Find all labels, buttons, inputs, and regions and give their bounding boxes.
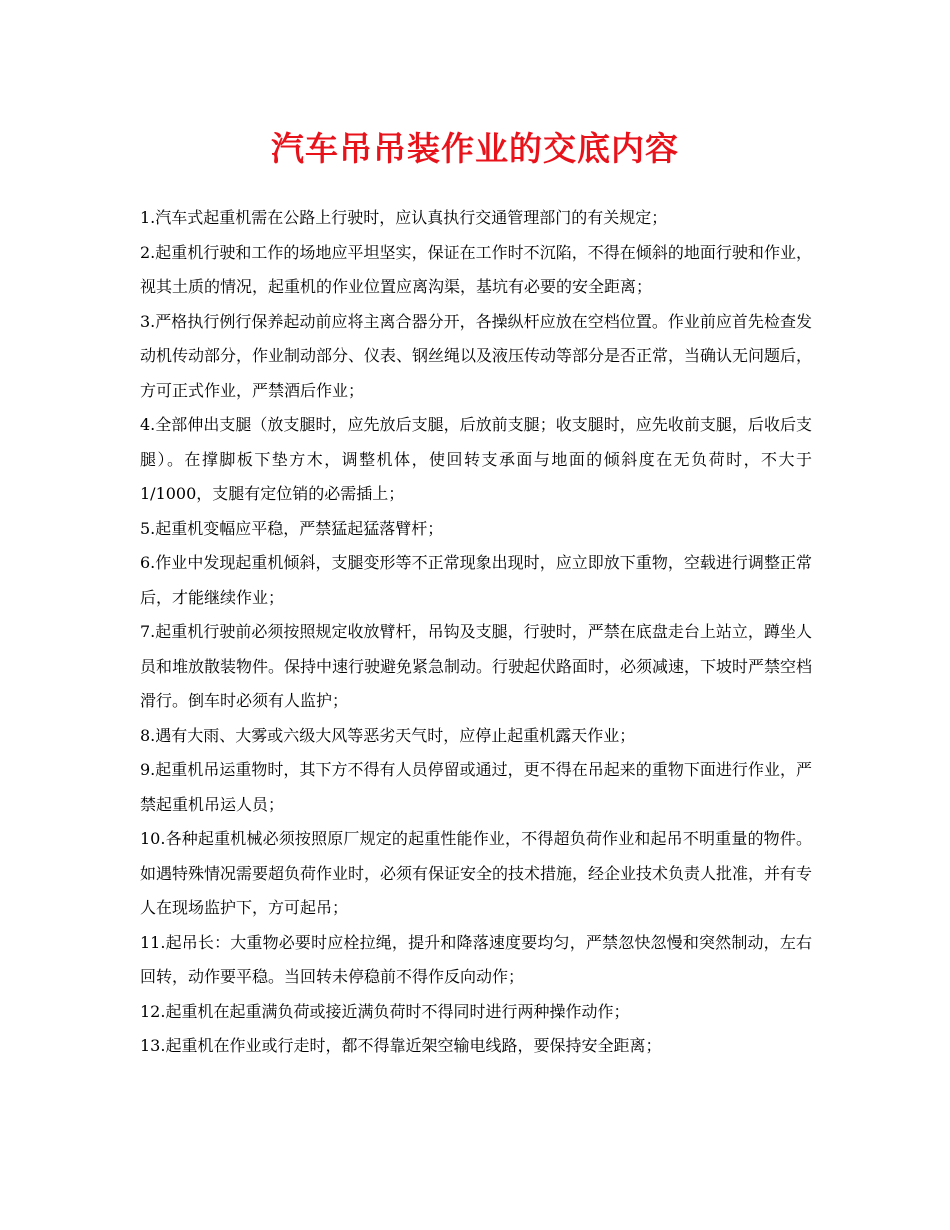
- list-item: 8.遇有大雨、大雾或六级大风等恶劣天气时，应停止起重机露天作业；: [140, 725, 636, 745]
- document-title: 汽车吊吊装作业的交底内容: [271, 129, 679, 168]
- list-item: 1.汽车式起重机需在公路上行驶时，应认真执行交通管理部门的有关规定；: [140, 208, 668, 227]
- document-body: [140, 201, 812, 1064]
- list-item: 13.起重机在作业或行走时，都不得靠近架空输电线路，要保持安全距离；: [140, 1036, 662, 1055]
- list-item: 3.严格执行例行保养起动前应将主离合器分开，各操纵杆应放在空档位置。作业前应首先检查发动机传动部分，作业制动部分、仪表、钢丝绳以及液压传动等部分是否正常，当确认无问题后，方可正式作业，严禁酒后作业；: [140, 311, 813, 400]
- list-item: 5.起重机变幅应平稳，严禁猛起猛落臂杆；: [140, 518, 444, 538]
- list-item: 4.全部伸出支腿（放支腿时，应先放后支腿，后放前支腿；收支腿时，应先收前支腿，后收后支腿）。在撑脚板下垫方木，调整机体，使回转支承面与地面的倾斜度在无负荷时，不大于1/1000，支腿有定位销的必需插上；: [140, 415, 812, 503]
- list-item: 11.起吊长：大重物必要时应栓拉绳，提升和降落速度要均匀，严禁忽快忽慢和突然制动，左右回转，动作要平稳。当回转未停稳前不得作反向动作；: [140, 932, 812, 986]
- list-item: 2.起重机行驶和工作的场地应平坦坚实，保证在工作时不沉陷，不得在倾斜的地面行驶和作业，视其土质的情况，起重机的作业位置应离沟渠，基坑有必要的安全距离；: [140, 242, 812, 296]
- list-item: 12.起重机在起重满负荷或接近满负荷时不得同时进行两种操作动作；: [140, 1001, 630, 1021]
- list-item: 6.作业中发现起重机倾斜，支腿变形等不正常现象出现时，应立即放下重物，空载进行调整正常后，才能继续作业；: [140, 553, 812, 607]
- list-item: 10.各种起重机械必须按照原厂规定的起重性能作业，不得超负荷作业和起吊不明重量的物件。如遇特殊情况需要超负荷作业时，必须有保证安全的技术措施，经企业技术负责人批准，并有专人在现场监护下，方可起吊；: [140, 829, 813, 917]
- list-item: 7.起重机行驶前必须按照规定收放臂杆，吊钩及支腿，行驶时，严禁在底盘走台上站立，蹲坐人员和堆放散装物件。保持中速行驶避免紧急制动。行驶起伏路面时，必须减速，下坡时严禁空档滑行。倒车时必须有人监护；: [140, 622, 813, 710]
- list-item: 9.起重机吊运重物时，其下方不得有人员停留或通过，更不得在吊起来的重物下面进行作业，严禁起重机吊运人员；: [140, 760, 812, 814]
